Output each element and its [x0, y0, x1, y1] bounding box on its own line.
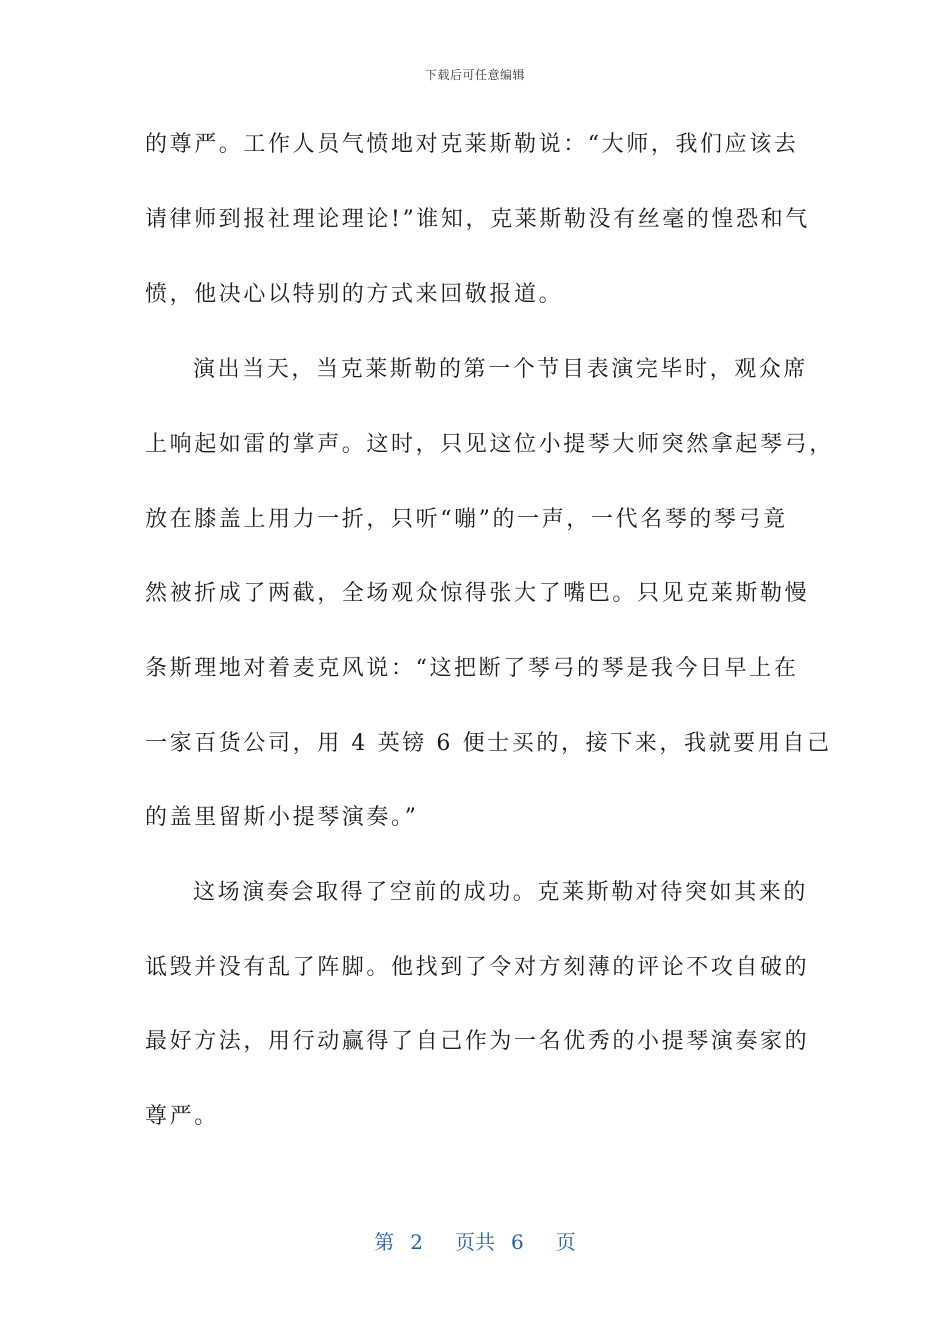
header-note: 下载后可任意编辑 [424, 68, 525, 82]
text-line: 请律师到报社理论理论!”谁知，克莱斯勒没有丝毫的惶恐和气 [145, 207, 810, 232]
text-line: 诋毁并没有乱了阵脚。他找到了令对方刻薄的评论不攻自破的 [145, 955, 810, 980]
total-pages-number: 6 [511, 1230, 524, 1254]
page-prefix: 第 [374, 1230, 395, 1254]
paragraph-first-line: 这场演奏会取得了空前的成功。克莱斯勒对待突如其来的 [193, 880, 809, 905]
text-line: 条斯理地对着麦克风说：“这把断了琴弓的琴是我今日早上在 [145, 656, 799, 681]
text-line: 上响起如雷的掌声。这时，只见这位小提琴大师突然拿起琴弓， [145, 432, 834, 457]
current-page-number: 2 [410, 1230, 423, 1254]
page-mid: 页共 [455, 1230, 495, 1254]
text-line: 然被折成了两截，全场观众惊得张大了嘴巴。只见克莱斯勒慢 [145, 581, 810, 606]
page-footer [0, 1226, 950, 1255]
text-line: 一家百货公司，用 4 英镑 6 便士买的，接下来，我就要用自己 [145, 731, 832, 756]
text-line: 愤，他决心以特别的方式来回敬报道。 [145, 282, 564, 307]
text-line: 放在膝盖上用力一折，只听“嘣”的一声，一代名琴的琴弓竟 [145, 507, 788, 532]
text-line: 最好方法，用行动赢得了自己作为一名优秀的小提琴演奏家的 [145, 1029, 810, 1054]
text-line: 的尊严。工作人员气愤地对克莱斯勒说：“大师，我们应该去 [145, 132, 799, 157]
page-suffix: 页 [555, 1230, 576, 1254]
paragraph-first-line: 演出当天，当克莱斯勒的第一个节目表演完毕时，观众席 [193, 357, 809, 382]
text-line: 的盖里留斯小提琴演奏。” [145, 805, 419, 830]
text-line: 尊严。 [145, 1104, 219, 1129]
